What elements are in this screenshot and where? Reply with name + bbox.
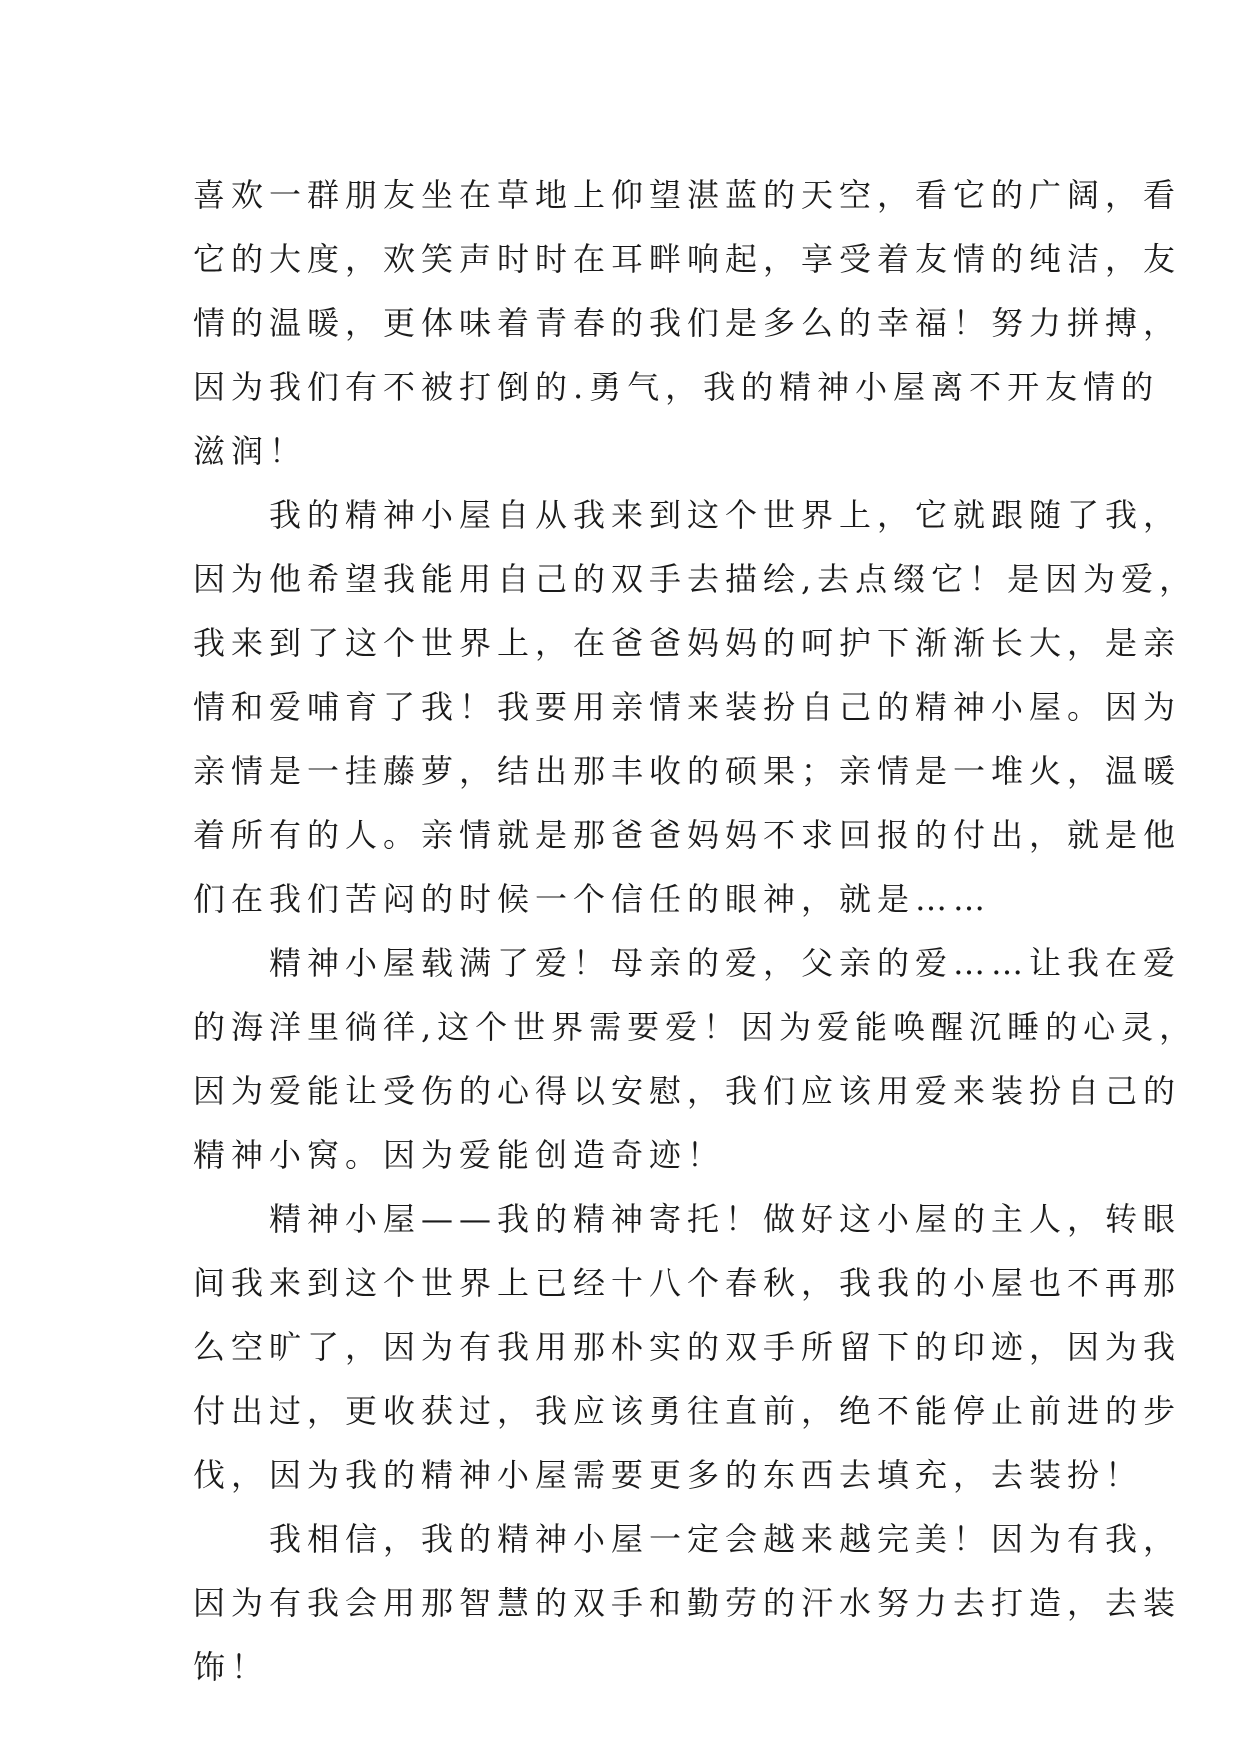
text-line: 精神小屋载满了爱！母亲的爱，父亲的爱……让我在爱 xyxy=(193,944,1182,982)
text-line: 付出过，更收获过，我应该勇往直前，绝不能停止前进的步 xyxy=(193,1392,1182,1430)
text-line: 的海洋里徜徉,这个世界需要爱！因为爱能唤醒沉睡的心灵， xyxy=(193,1008,1198,1046)
text-line: 滋润！ xyxy=(193,432,308,470)
text-line: 因为他希望我能用自己的双手去描绘,去点缀它！是因为爱， xyxy=(193,560,1198,598)
text-line: 伐，因为我的精神小屋需要更多的东西去填充，去装扮！ xyxy=(193,1456,1144,1494)
text-line: 因为我们有不被打倒的.勇气，我的精神小屋离不开友情的 xyxy=(193,368,1160,406)
text-line: 情和爱哺育了我！我要用亲情来装扮自己的精神小屋。因为 xyxy=(193,688,1182,726)
text-line: 亲情是一挂藤萝，结出那丰收的硕果；亲情是一堆火，温暖 xyxy=(193,752,1182,790)
essay-body xyxy=(193,163,1198,1699)
text-line: 它的大度，欢笑声时时在耳畔响起，享受着友情的纯洁，友 xyxy=(193,240,1182,278)
text-line: 着所有的人。亲情就是那爸爸妈妈不求回报的付出，就是他 xyxy=(193,816,1182,854)
text-line: 间我来到这个世界上已经十八个春秋，我我的小屋也不再那 xyxy=(193,1264,1182,1302)
text-line: 么空旷了，因为有我用那朴实的双手所留下的印迹，因为我 xyxy=(193,1328,1182,1366)
text-line: 饰！ xyxy=(193,1648,270,1686)
text-line: 情的温暖，更体味着青春的我们是多么的幸福！努力拼搏， xyxy=(193,304,1182,342)
text-line: 我来到了这个世界上，在爸爸妈妈的呵护下渐渐长大，是亲 xyxy=(193,624,1182,662)
text-line: 喜欢一群朋友坐在草地上仰望湛蓝的天空，看它的广阔，看 xyxy=(193,176,1182,214)
text-line: 精神小屋——我的精神寄托！做好这小屋的主人，转眼 xyxy=(193,1200,1182,1238)
text-line: 我相信，我的精神小屋一定会越来越完美！因为有我， xyxy=(193,1520,1182,1558)
text-line: 们在我们苦闷的时候一个信任的眼神，就是…… xyxy=(193,880,992,918)
text-line: 精神小窝。因为爱能创造奇迹！ xyxy=(193,1136,726,1174)
text-line: 因为爱能让受伤的心得以安慰，我们应该用爱来装扮自己的 xyxy=(193,1072,1182,1110)
text-line: 我的精神小屋自从我来到这个世界上，它就跟随了我， xyxy=(193,496,1182,534)
text-line: 因为有我会用那智慧的双手和勤劳的汗水努力去打造，去装 xyxy=(193,1584,1182,1622)
